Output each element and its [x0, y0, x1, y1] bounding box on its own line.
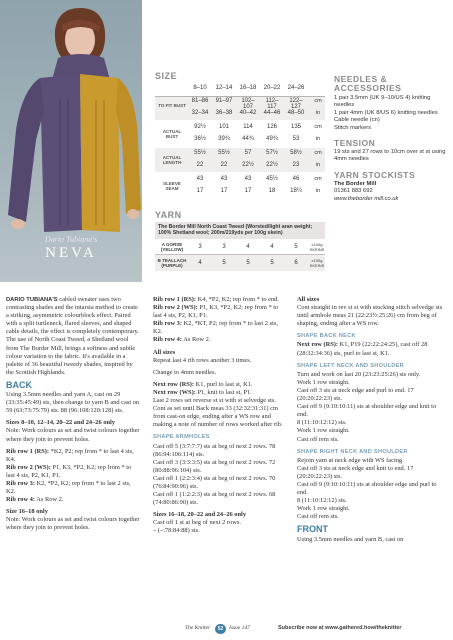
size-cell: 46: [292, 176, 300, 182]
rib-row-4: Rib row 4: As Row 2.: [6, 496, 64, 504]
size-cell: 53: [292, 136, 300, 142]
yarn-row-a: [155, 239, 325, 255]
right-step: Cast off 9 (9:10:10:11) sts at shoulder edge and purl to end.: [297, 480, 437, 497]
size-cell: 32–34: [191, 110, 209, 116]
back-neck-heading: SHAPE BACK NECK: [297, 333, 356, 340]
size-cell: 45½: [266, 176, 278, 182]
armhole-step: Cast off 1 (2:2:3:4) sts at beg of next 2 rows. 70 (76:84:90:96) sts.: [153, 474, 276, 490]
needles-item: 1 pair 3.5mm (UK 9–10/US 4) knitting needles: [334, 95, 431, 109]
continue-text: Cont straight in rev st st with stocking stitch selvedge sts until armhole meas 21 (22:23½:25:26) cm from beg of shaping, ending after a WS row.: [297, 304, 443, 328]
size-cell: 36½: [194, 136, 206, 142]
yarn-unit: x100g SKEINS: [309, 241, 325, 252]
size-cell: 49¾: [266, 136, 278, 142]
yarn-cell: 5: [270, 259, 274, 266]
right-step: Cast off rem sts.: [297, 513, 339, 521]
left-step: Work 1 row straight.: [297, 378, 350, 386]
rib-row-3: Rib row 3: K2, *P2, K2; rep from * to last 2 sts, K2.: [6, 479, 131, 496]
front-text: Using 3.5mm needles and yarn B, cast on: [297, 535, 404, 543]
sizes-label: Sizes 8–10, 12–14, 20–22 and 24–26 only: [6, 419, 116, 427]
unit-cell: cm: [314, 150, 322, 156]
yarn-heading: YARN: [155, 210, 182, 220]
page-footer: [0, 624, 453, 636]
armhole-step: Cast off 5 (3:7:7:7) sts at beg of next 2 rows. 78 (86:94:106:114) sts.: [153, 442, 276, 458]
magazine-name: The Knitter: [185, 625, 211, 631]
right-step: Work 1 row straight.: [297, 505, 350, 513]
yarn-cell: 5: [246, 259, 250, 266]
column-2: [153, 296, 283, 536]
intro-paragraph: DARIO TUBIANA'S cabled sweater uses two contrasting shades and the intarsia method to create a striking, asymmetric colourblock effect. Paired with a split turtleneck, flared sleeves, and shaped cable details, the effect is completely contemporary. The use of North Coast Tweed, a Shetland wool from The Border Mill, brings a softness and subtle colour variation to the fabric. It's available in a palette of 36 beautiful tweedy shades, inspired by the Scottish Highlands.: [6, 296, 139, 376]
pattern-title: NEVA: [45, 245, 97, 261]
next-row-rs: Next row (RS): K1, P19 (22:22:24:25), cast off 28 (28:32:34:36) sts, purl to last st, K1.: [297, 341, 428, 357]
size-cell: 17: [196, 188, 204, 194]
back-text: Using 3.5mm needles and yarn A, cast on 29 (33:35:45:49) sts, then change to yarn B and cast on 59 (63:73:75:79) sts. 88 (96:108:120:128) sts.: [6, 391, 140, 415]
size-cell: 23: [292, 162, 300, 168]
back-heading: BACK: [6, 379, 32, 390]
stockist-name: The Border Mill: [334, 180, 377, 187]
left-step: Cast off 3 sts at neck edge and purl to end. 17 (20:20:22:23) sts.: [297, 386, 414, 403]
yarn-cell: 5: [294, 243, 298, 250]
size-cell: 58½: [290, 150, 302, 156]
size-cell: 48–50: [287, 110, 305, 116]
column-3: [297, 296, 447, 544]
size-cell: 122–127: [289, 98, 303, 110]
size-cell: 91–97: [215, 98, 233, 104]
size-cell: 40–42: [239, 110, 257, 116]
needles-list: [334, 95, 446, 132]
size-cell: 36–38: [215, 110, 233, 116]
needles-item: Cable needle (cn): [334, 117, 380, 124]
yarn-cell: 3: [198, 243, 202, 250]
left-step: 8 (11:10:12:12) sts.: [297, 419, 347, 427]
size-cell: 102–107: [241, 98, 255, 110]
size-cell: 24–26: [287, 85, 305, 91]
unit-cell: in: [315, 110, 321, 116]
all-sizes-label: All sizes: [297, 296, 320, 303]
size-cell: 92½: [194, 124, 206, 130]
left-step: Cast off 9 (9:10:10:11) sts at shoulder edge and knit to end.: [297, 403, 437, 419]
unit-cell: in: [315, 162, 321, 168]
rib-row-1: Rib row 1 (RS): K4, *P2, K2; rep from * to end.: [153, 296, 279, 303]
yarn-label: B TEALLACH (PURPLE): [157, 257, 187, 268]
yarn-description: The Border Mill North Coast Tweed (Worsted/light aran weight; 100% Shetland wool; 200m/219yds per 100g skein): [155, 222, 325, 239]
unit-cell: cm: [314, 124, 322, 130]
size-cell: 114: [243, 124, 253, 130]
last-2-rows: Last 2 rows set reverse st st with st selvedge sts.: [153, 397, 277, 405]
row-label: ACTUAL BUST: [162, 129, 182, 139]
size-header-row: [155, 85, 325, 95]
page-number: 52: [215, 624, 226, 634]
size-cell: 43: [244, 176, 252, 182]
continue-text: Cont as set until Back meas 33 (32:32:31:31) cm from cast-on edge, ending after a WS row and making a note of number of rows worked after rib.: [153, 405, 283, 429]
size-1618-label: Size 16–18 only: [6, 508, 48, 516]
right-step: Cast off 3 sts at neck edge and knit to end. 17 (20:20:22:23) sts.: [297, 464, 414, 480]
rib-row-4: Rib row 4: As Row 2.: [153, 336, 211, 344]
size-cell: 112–117: [265, 98, 279, 110]
size-cell: 22½: [242, 162, 254, 168]
right-step: Rejoin yarn at neck edge with WS facing.: [297, 456, 404, 464]
left-step: Work 1 row straight.: [297, 427, 350, 435]
size-cell: 8–10: [193, 85, 207, 91]
size-cell: 81–86: [191, 98, 209, 104]
right-neck-heading: SHAPE RIGHT NECK AND SHOULDER: [297, 448, 408, 455]
size-cell: 135: [290, 124, 301, 130]
actual-length-group: [155, 148, 325, 172]
size-heading: SIZE: [155, 71, 178, 81]
yarn-cell: 5: [222, 259, 226, 266]
left-neck-heading: SHAPE LEFT NECK AND SHOULDER: [297, 362, 405, 369]
materials-column: [334, 75, 446, 203]
tension-text: 19 sts and 27 rows to 10cm over st st using 4mm needles: [334, 149, 446, 163]
unit-cell: cm: [314, 176, 322, 182]
size-cell: 22: [220, 162, 228, 168]
change-needles: Change to 4mm needles.: [153, 368, 217, 376]
yarn-label: A GORSE (YELLOW): [160, 241, 184, 252]
rib-row-2: Rib row 2 (WS): P1, K3, *P2, K2; rep from * to last 4 sts, P2, K1, P1.: [153, 304, 279, 320]
yarn-table: [155, 222, 325, 271]
tension-heading: TENSION: [334, 138, 376, 149]
size-cell: 18: [268, 188, 276, 194]
yarn-cell: 3: [222, 243, 226, 250]
front-heading: FRONT: [297, 524, 328, 535]
size-cell: 17: [220, 188, 228, 194]
column-1: [6, 296, 140, 533]
repeat-text: Repeat last 4 rib rows another 3 times.: [153, 356, 252, 364]
size-cell: 101: [218, 124, 229, 130]
unit-cell: in: [315, 188, 321, 194]
issue-number: Issue 147: [229, 625, 250, 631]
table-rule: [155, 96, 325, 97]
right-step: 8 (11:10:12:12) sts.: [297, 497, 347, 505]
size-cell: 12–14: [215, 85, 233, 91]
left-step: Turn and work on last 20 (23:23:25:26) sts only.: [297, 370, 421, 378]
next-row-ws: Next row (WS): P1, knit to last st, P1.: [153, 388, 252, 396]
next-row-rs: Next row (RS): K1, purl to last st, K1.: [153, 380, 253, 388]
size-cell: 43: [196, 176, 204, 182]
size-cell: 57: [244, 150, 252, 156]
armhole-step: Cast off 3 (3:3:3:5) sts at beg of next 2 rows. 72 (80:88:96:104) sts.: [153, 458, 276, 474]
all-sizes-label: All sizes: [153, 348, 176, 356]
to-fit-group: [155, 96, 325, 120]
needles-item: Stitch markers: [334, 124, 372, 131]
rib-row-1: Rib row 1 (RS): *K2, P2; rep from * to last 4 sts, K4.: [6, 447, 134, 463]
size-cell: 16–18: [239, 85, 257, 91]
rib-row-2: Rib row 2 (WS): P1, K3, *P2, K2; rep from * to last 4 sts, P2, K1, P1.: [6, 463, 132, 479]
yarn-unit: x100g SKEINS: [309, 257, 325, 268]
size-cell: 18¼: [290, 188, 302, 194]
actual-bust-group: [155, 122, 325, 146]
stockist-link[interactable]: www.theborder mill.co.uk: [334, 195, 399, 202]
size-cell: 55½: [218, 150, 230, 156]
yarn-cell: 4: [246, 243, 250, 250]
needles-heading: NEEDLES & ACCESSORIES: [334, 74, 402, 93]
sleeve-seam-group: [155, 174, 325, 198]
sizes-last-label: Sizes 16–18, 20–22 and 24–26 only: [153, 511, 247, 519]
unit-cell: cm: [314, 98, 322, 104]
armhole-step: Cast off 1 (1:2:2:3) sts at beg of next 2 rows. 68 (74:80:86:90) sts.: [153, 491, 276, 507]
size-cell: 20–22: [263, 85, 281, 91]
stockists-heading: YARN STOCKISTS: [334, 169, 416, 180]
needles-item: 1 pair 4mm (UK 8/US 6) knitting needles: [334, 109, 438, 116]
row-label: TO FIT BUST: [158, 103, 186, 108]
yarn-cell: 6: [294, 259, 298, 266]
yarn-row-b: [155, 255, 325, 271]
model-photo: [0, 0, 142, 282]
note-2: Note: Work colours as set and twist colours together where they join to prevent holes.: [6, 516, 140, 532]
armhole-step: Cast off 1 st at beg of next 2 rows.: [153, 519, 241, 527]
left-step: Cast off rem sts.: [297, 435, 339, 443]
yarn-cell: 4: [270, 243, 274, 250]
subscribe-link[interactable]: Subscribe now at www.gathered.how/theknitter: [278, 625, 402, 631]
size-cell: 55½: [194, 150, 206, 156]
yarn-cell: 4: [198, 259, 202, 266]
note-1: Note: Work colours as set and twist colours together where they join to prevent holes.: [6, 427, 140, 443]
designer-caption: Dario Tubiana's: [44, 235, 98, 244]
size-cell: 17: [244, 188, 252, 194]
unit-cell: in: [315, 136, 321, 142]
size-cell: 22: [196, 162, 204, 168]
size-cell: 43: [220, 176, 228, 182]
size-cell: 44–46: [263, 110, 281, 116]
photo-caption: [0, 235, 142, 262]
armholes-heading: SHAPE ARMHOLES: [153, 434, 210, 441]
size-cell: 126: [266, 124, 277, 130]
stockist-phone: 01361 883 692: [334, 188, 373, 195]
size-cell: 44¾: [242, 136, 254, 142]
row-label: SLEEVE SEAM: [163, 181, 181, 191]
size-cell: 39¾: [218, 136, 230, 142]
size-cell: 22½: [266, 162, 278, 168]
row-label: ACTUAL LENGTH: [162, 155, 182, 165]
size-cell: 57½: [266, 150, 278, 156]
armhole-step: – (–:78:84:88) sts.: [153, 527, 200, 535]
stockists-info: [334, 181, 446, 203]
rib-row-3: Rib row 3: K2, *KT, P2; rep from * to last 2 sts, K2.: [153, 320, 278, 336]
